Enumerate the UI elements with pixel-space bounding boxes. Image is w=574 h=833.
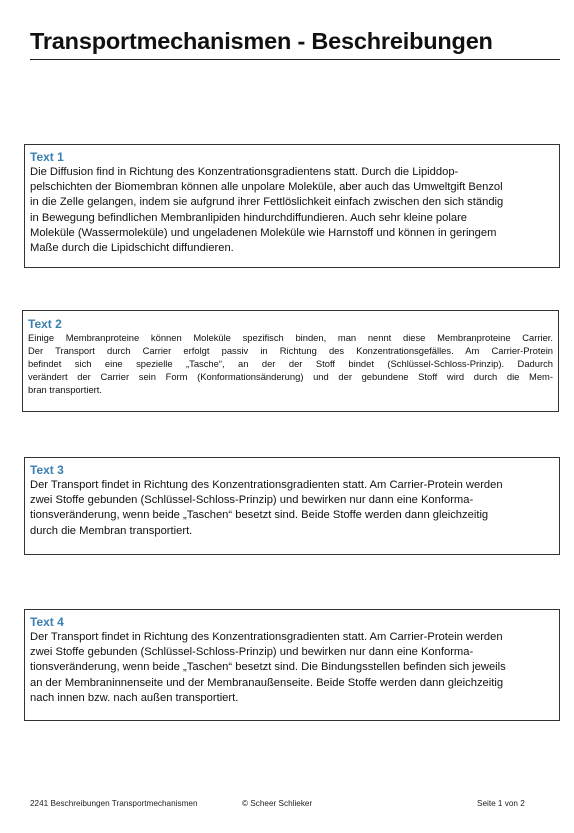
text-box-body (30, 630, 554, 706)
text-box-heading: Text 3 (30, 463, 64, 477)
text-line: pelschichten der Biomembran können alle unpolare Moleküle, aber auch das Umweltgift Benzol (30, 181, 503, 194)
text-box-2 (22, 310, 559, 412)
text-box-1 (24, 144, 560, 268)
text-line: zwei Stoffe gebunden (Schlüssel-Schloss-Prinzip) und bewirken nur dann eine Konforma- (30, 646, 474, 659)
text-box-heading: Text 4 (30, 615, 64, 629)
text-line: tionsveränderung, wenn beide „Taschen“ besetzt sind. Die Bindungsstellen befinden sich jeweils (30, 661, 506, 674)
page-title: Transportmechanismen - Beschreibungen (30, 28, 493, 54)
text-box-body (30, 478, 554, 539)
text-line: in die Zelle gelangen, indem sie aufgrund ihrer Fettlöslichkeit einfach zwischen den sich ständig (30, 196, 504, 209)
text-box-heading: Text 1 (30, 150, 64, 164)
text-box-body (30, 165, 554, 256)
text-line: zwei Stoffe gebunden (Schlüssel-Schloss-Prinzip) und bewirken nur dann eine Konforma- (30, 494, 474, 507)
text-line: tionsveränderung, wenn beide „Taschen“ besetzt sind. Beide Stoffe werden dann gleichzeitig (30, 509, 489, 522)
text-line: verändert der Carrier sein Form (Konformationsänderung) und der gebundene Stoff wird durch die Mem- (28, 371, 553, 383)
text-line: Der Transport durch Carrier erfolgt passiv in Richtung des Konzentrationsgefälles. Am Carrier-Protein (28, 345, 553, 357)
text-line: Der Transport findet in Richtung des Konzentrationsgradienten statt. Am Carrier-Protein werden (30, 479, 503, 491)
text-line: Der Transport findet in Richtung des Konzentrationsgradienten statt. Am Carrier-Protein werden (30, 631, 503, 643)
text-box-3 (24, 457, 560, 555)
text-line: Moleküle (Wassermoleküle) und ungeladenen Moleküle wie Harnstoff und können in geringem (30, 226, 497, 239)
text-line: nach innen bzw. nach außen transportiert. (30, 691, 239, 704)
text-line: an der Membraninnenseite und der Membranaußenseite. Beide Stoffe werden dann gleichzeitig (30, 676, 504, 689)
text-line: Einige Membranproteine können Moleküle spezifisch binden, man nennt diese Membranproteine Carrier. (28, 332, 553, 343)
text-box-4 (24, 609, 560, 721)
text-box-heading: Text 2 (28, 317, 62, 331)
text-line: befindet sich eine spezielle „Tasche“, an der der Stoff bindet (Schlüssel-Schloss-Prinzip). Dadurch (28, 358, 553, 370)
footer-document-id: 2241 Beschreibungen Transportmechanismen (30, 799, 198, 808)
text-line: bran transportiert. (28, 384, 102, 396)
title-divider (30, 59, 560, 60)
footer-page-number: Seite 1 von 2 (477, 799, 525, 808)
text-line: durch die Membran transportiert. (30, 524, 193, 537)
footer-copyright: © Scheer Schlieker (242, 799, 313, 808)
text-box-body (28, 331, 553, 396)
text-line: Die Diffusion find in Richtung des Konzentrationsgradientens statt. Durch die Lipiddop- (30, 166, 459, 178)
text-line: in Bewegung befindlichen Membranlipiden hindurchdiffundieren. Auch sehr kleine polare (30, 211, 468, 224)
text-line: Maße durch die Lipidschicht diffundieren. (30, 242, 234, 255)
